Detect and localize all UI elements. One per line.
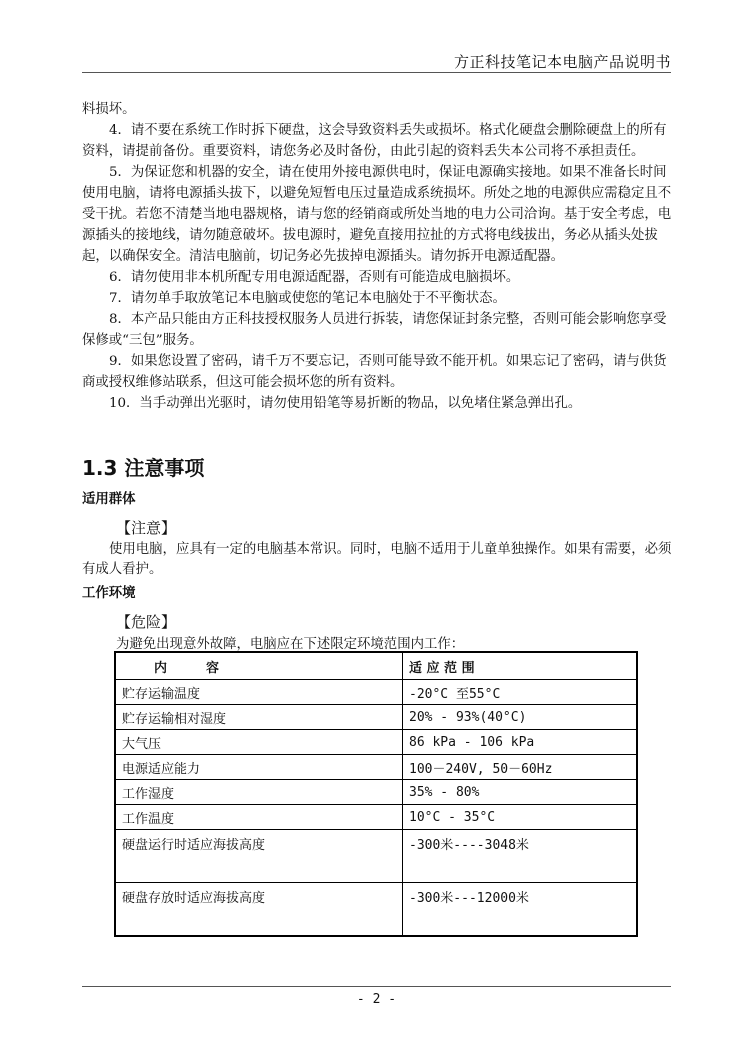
- footer-divider: [82, 986, 671, 987]
- column-header-range: 适 应 范 围: [403, 652, 638, 680]
- page-number: - 2 -: [356, 992, 397, 1007]
- table-cell: 20% - 93%(40°C): [403, 705, 638, 730]
- environment-table: [114, 651, 638, 937]
- table-row: [115, 680, 637, 705]
- table-header-row: [115, 652, 637, 680]
- table-cell: 贮存运输温度: [115, 680, 403, 705]
- table-row: [115, 755, 637, 780]
- table-cell: 工作温度: [115, 805, 403, 830]
- paragraph: 6．请勿使用非本机所配专用电源适配器，否则有可能造成电脑损坏。: [109, 270, 520, 285]
- applicable-group-title: 适用群体: [82, 492, 136, 507]
- table-cell: 86 kPa - 106 kPa: [403, 730, 638, 755]
- table-row: [115, 705, 637, 730]
- paragraph: 10．当手动弹出光驱时，请勿使用铅笔等易折断的物品，以免堵住紧急弹出孔。: [109, 396, 582, 411]
- column-header-content: 内 容: [115, 652, 403, 680]
- header-title: 方正科技笔记本电脑产品说明书: [453, 53, 671, 71]
- notice-label: 【注意】: [116, 519, 177, 537]
- table-cell: 工作湿度: [115, 780, 403, 805]
- table-cell: -20°C 至55°C: [403, 680, 638, 705]
- table-row: [115, 730, 637, 755]
- table-cell: -300米----3048米: [403, 830, 638, 883]
- table-intro: 为避免出现意外故障，电脑应在下述限定环境范围内工作：: [116, 637, 465, 652]
- paragraph: 8．本产品只能由方正科技授权服务人员进行拆装，请您保证封条完整，否则可能会影响您享受保修或“三包”服务。: [82, 312, 667, 348]
- header-divider: [82, 72, 671, 73]
- table-row: [115, 883, 637, 937]
- paragraph: 5．为保证您和机器的安全，请在使用外接电源供电时，保证电源确实接地。如果不准备长时间使用电脑，请将电源插头拔下，以避免短暂电压过量造成系统损坏。所处之地的电源供应需稳定且不受干扰。若您不清楚当地电器规格，请与您的经销商或所处当地的电力公司洽询。基于安全考虑，电源插头的接地线，请勿随意破坏。拔电源时，避免直接用拉扯的方式将电线拔出，务必从插头处拔起，以确保安全。清洁电脑前，切记务必先拔掉电源插头。请勿拆开电源适配器。: [82, 165, 672, 264]
- table-cell: 贮存运输相对湿度: [115, 705, 403, 730]
- table-cell: 大气压: [115, 730, 403, 755]
- danger-label: 【危险】: [116, 613, 177, 631]
- table-cell: -300米---12000米: [403, 883, 638, 937]
- table-row: [115, 780, 637, 805]
- paragraph: 4．请不要在系统工作时拆下硬盘，这会导致资料丢失或损坏。格式化硬盘会删除硬盘上的所有资料，请提前备份。重要资料，请您务必及时备份，由此引起的资料丢失本公司将不承担责任。: [82, 123, 667, 159]
- table-cell: 100－240V, 50－60Hz: [403, 755, 638, 780]
- work-environment-title: 工作环境: [82, 586, 136, 601]
- table-cell: 10°C - 35°C: [403, 805, 638, 830]
- table-cell: 硬盘运行时适应海拔高度: [115, 830, 403, 883]
- table-row: [115, 805, 637, 830]
- table-cell: 电源适应能力: [115, 755, 403, 780]
- table-cell: 硬盘存放时适应海拔高度: [115, 883, 403, 937]
- notice-body: [82, 540, 672, 580]
- table-row: [115, 830, 637, 883]
- paragraph: 7．请勿单手取放笔记本电脑或使您的笔记本电脑处于不平衡状态。: [109, 291, 506, 306]
- paragraph: 9．如果您设置了密码，请千万不要忘记，否则可能导致不能开机。如果忘记了密码，请与供货商或授权维修站联系，但这可能会损坏您的所有资料。: [82, 354, 667, 390]
- table-cell: 35% - 80%: [403, 780, 638, 805]
- notice-text: 使用电脑，应具有一定的电脑基本常识。同时，电脑不适用于儿童单独操作。如果有需要，必须有成人看护。: [82, 542, 672, 577]
- body-text: [82, 99, 672, 414]
- section-heading: 1.3 注意事项: [82, 456, 205, 480]
- paragraph: 料损坏。: [82, 102, 136, 117]
